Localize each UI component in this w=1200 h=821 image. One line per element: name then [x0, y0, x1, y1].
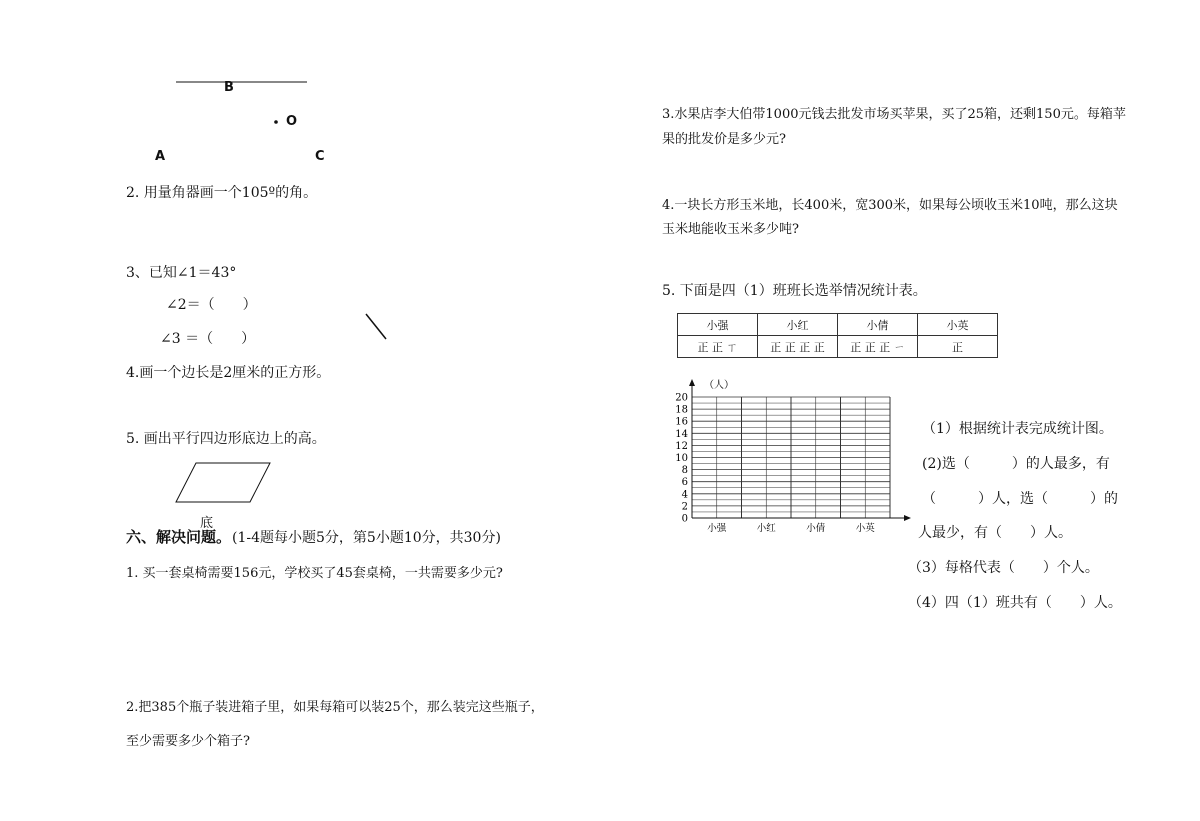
problem-1: 1. 买一套桌椅需要156元，学校买了45套桌椅，一共需要多少元? [126, 566, 503, 581]
y-tick-label: 18 [675, 404, 688, 416]
x-axis-arrow [904, 515, 911, 521]
tally-cell: 正 正 正 正 [758, 336, 838, 358]
subquestion-2-line-3: 人最少，有（ ）人。 [918, 525, 1072, 541]
header-cell: 小英 [918, 314, 998, 336]
problem-2-line-1: 2.把385个瓶子装进箱子里，如果每箱可以装25个，那么装完这些瓶子， [126, 700, 544, 715]
problem-4-line-2: 玉米地能收玉米多少吨? [662, 222, 799, 237]
problem-2-line-2: 至少需要多少个箱子? [126, 734, 250, 749]
y-tick-label: 16 [675, 416, 688, 428]
section-6-title: 六、解决问题。 [126, 528, 232, 546]
x-tick-label: 小倩 [806, 523, 826, 534]
subquestion-3: （3）每格代表（ ）个人。 [908, 560, 1099, 576]
label-b: B [224, 80, 234, 95]
x-tick-label: 小强 [707, 523, 727, 534]
problem-5-title: 5. 下面是四（1）班班长选举情况统计表。 [662, 283, 927, 299]
parallelogram-figure [170, 460, 280, 510]
table-header-row [678, 314, 998, 336]
question-3-title: 3、已知∠1＝43° [126, 265, 237, 281]
question-4: 4.画一个边长是2厘米的正方形。 [126, 365, 331, 381]
base-label: 底 [200, 516, 214, 531]
subquestion-4: （4）四（1）班共有（ ）人。 [908, 595, 1122, 611]
y-tick-label: 6 [681, 477, 688, 489]
y-tick-label: 20 [675, 392, 688, 404]
subquestion-1: （1）根据统计表完成统计图。 [922, 421, 1113, 437]
question-5: 5. 画出平行四边形底边上的高。 [126, 431, 326, 447]
problem-3-line-2: 果的批发价是多少元? [662, 132, 786, 147]
y-tick-label: 4 [681, 489, 688, 501]
tally-cell: 正 正 ㄒ [678, 336, 758, 358]
angle-stroke [362, 310, 392, 345]
vote-bar-chart [668, 376, 918, 541]
vote-tally-table [677, 313, 998, 358]
header-cell: 小强 [678, 314, 758, 336]
y-tick-label: 0 [681, 513, 688, 525]
y-axis-label: （人） [704, 380, 734, 391]
point-o [274, 120, 278, 124]
y-tick-label: 12 [675, 440, 688, 452]
table-tally-row [678, 336, 998, 358]
x-tick-label: 小红 [756, 523, 776, 534]
label-a: A [155, 149, 166, 164]
y-tick-label: 2 [681, 501, 688, 513]
subquestion-2-line-2: （ ）人，选（ ）的 [922, 491, 1118, 507]
problem-3-line-1: 3.水果店李大伯带1000元钱去批发市场买苹果，买了25箱，还剩150元。每箱苹 [662, 107, 1126, 122]
problem-4-line-1: 4.一块长方形玉米地，长400米，宽300米，如果每公顷收玉米10吨，那么这块 [662, 198, 1118, 213]
label-o: O [286, 114, 298, 129]
header-cell: 小倩 [838, 314, 918, 336]
y-tick-label: 8 [681, 465, 688, 477]
x-tick-label: 小英 [855, 523, 875, 534]
tally-cell: 正 正 正 ㄧ [838, 336, 918, 358]
subquestion-2-line-1: (2)选（ ）的人最多，有 [922, 456, 1110, 472]
angle-3-blank: ∠3 ＝（ ） [160, 331, 256, 347]
label-c: C [315, 149, 325, 164]
angle-2-blank: ∠2＝（ ） [166, 297, 257, 313]
section-6-note: (1-4题每小题5分，第5小题10分，共30分) [232, 530, 501, 546]
tally-cell: 正 [918, 336, 998, 358]
y-axis-arrow [689, 379, 695, 386]
y-tick-label: 14 [675, 428, 688, 440]
header-cell: 小红 [758, 314, 838, 336]
question-2: 2. 用量角器画一个105º的角。 [126, 185, 318, 201]
y-tick-label: 10 [675, 453, 688, 464]
